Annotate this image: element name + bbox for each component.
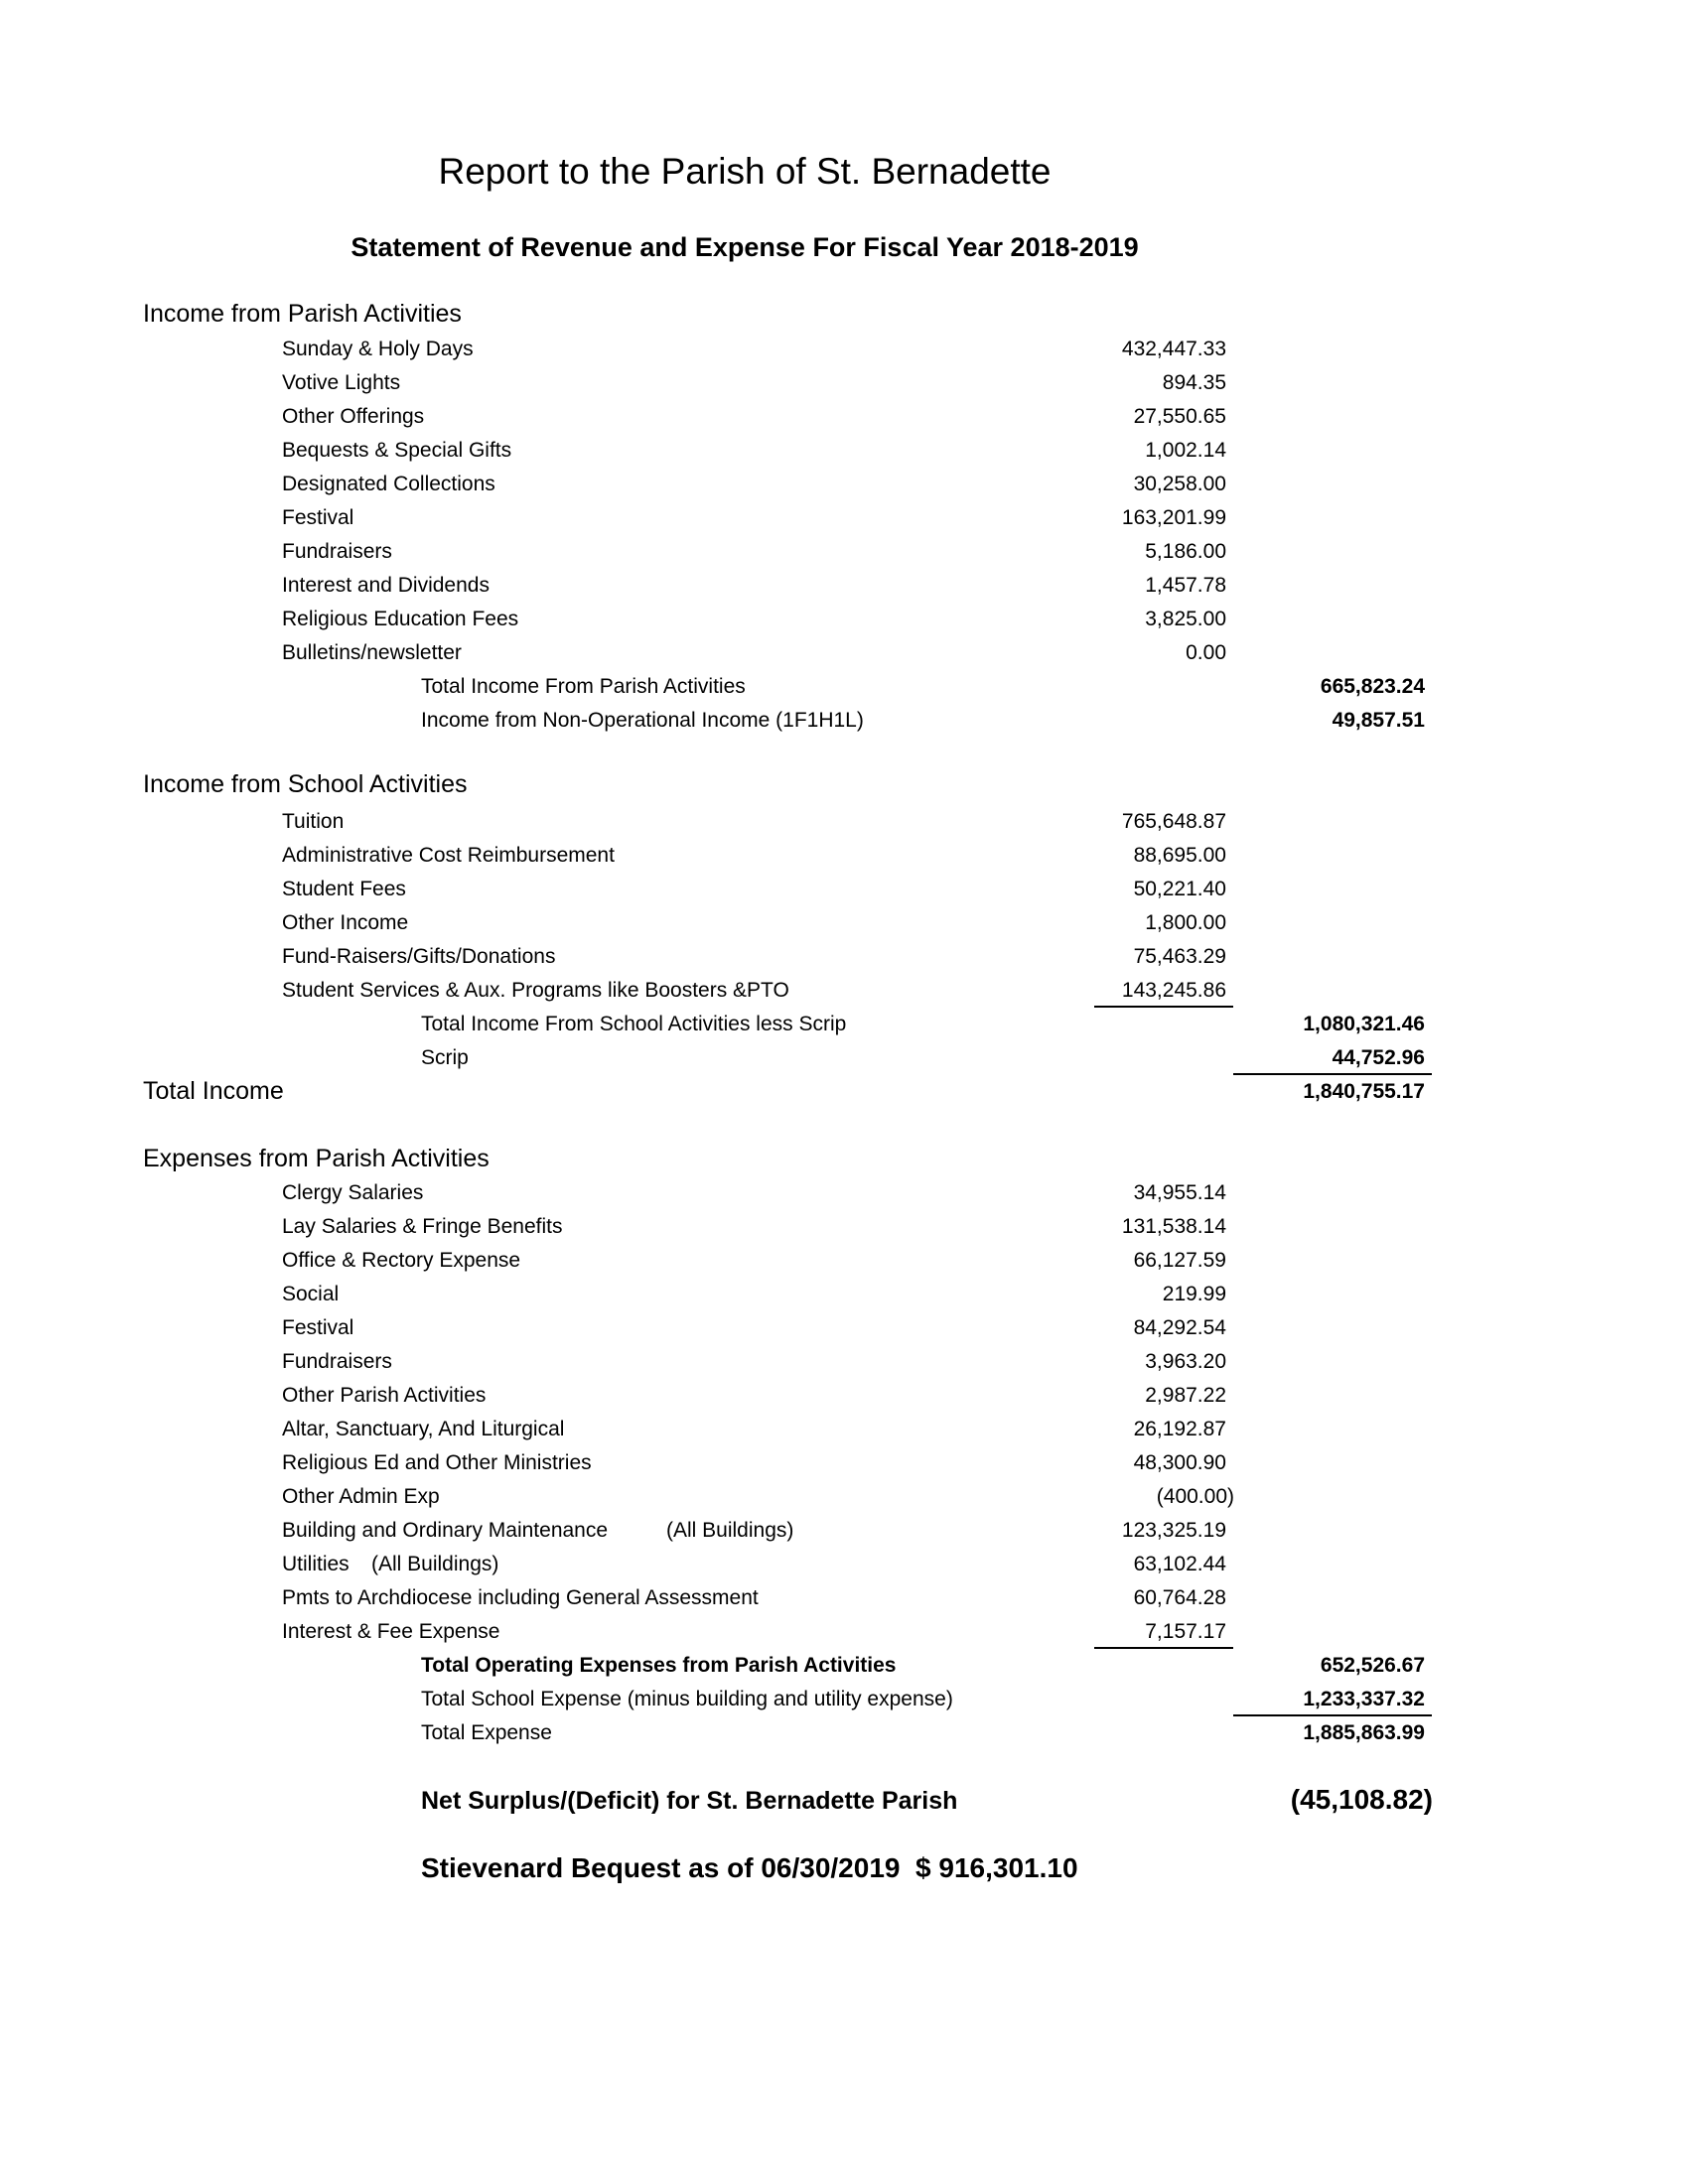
parish-expense-amount: 2,987.22 [1145,1384,1226,1407]
school-income-label: Student Services & Aux. Programs like Boosters &PTO [282,979,789,1002]
parish-income-label: Other Offerings [282,405,425,428]
parish-expense-label: Festival [282,1316,354,1339]
expense-total-rule [1233,1714,1432,1716]
parish-expense-label: Fundraisers [282,1350,392,1373]
scrip-amount: 44,752.96 [1332,1046,1425,1069]
parish-income-amount: 1,002.14 [1145,439,1226,462]
school-income-amount: 1,800.00 [1145,911,1226,934]
parish-income-amount: 163,201.99 [1121,506,1226,529]
scrip-label: Scrip [421,1046,469,1069]
school-income-label: Administrative Cost Reimbursement [282,844,615,867]
parish-expense-label: Pmts to Archdiocese including General Assessment [282,1586,759,1609]
parish-expense-amount: 84,292.54 [1133,1316,1226,1339]
parish-expense-note: (All Buildings) [371,1553,499,1575]
parish-income-label: Religious Education Fees [282,608,519,630]
net-surplus-amount: (45,108.82) [1290,1784,1433,1815]
parish-income-label: Votive Lights [282,371,401,394]
school-income-total-label: Total Income From School Activities less Scrip [421,1013,847,1035]
parish-expense-amount: 3,963.20 [1145,1350,1226,1373]
parish-income-label: Bequests & Special Gifts [282,439,512,462]
total-school-expense-label: Total School Expense (minus building and utility expense) [421,1688,953,1710]
school-income-label: Student Fees [282,878,406,900]
school-income-heading: Income from School Activities [143,770,468,798]
nonop-income-label: Income from Non-Operational Income (1F1H1L) [421,709,864,732]
parish-income-amount: 432,447.33 [1121,338,1226,360]
bequest-label: Stievenard Bequest as of 06/30/2019 [421,1852,901,1883]
parish-expense-label: Lay Salaries & Fringe Benefits [282,1215,563,1238]
total-income-amount: 1,840,755.17 [1303,1080,1425,1103]
bequest-line [421,1852,1078,1884]
parish-expense-label: Other Admin Exp [282,1485,440,1508]
income-total-rule [1233,1073,1432,1075]
parish-expense-label: Building and Ordinary Maintenance [282,1519,609,1542]
parish-income-amount: 1,457.78 [1145,574,1226,597]
parish-income-label: Festival [282,506,354,529]
school-income-amount: 765,648.87 [1121,810,1226,833]
parish-expense-amount: 7,157.17 [1145,1620,1226,1643]
parish-income-heading: Income from Parish Activities [143,300,462,328]
parish-expense-amount: 131,538.14 [1121,1215,1226,1238]
parish-expense-label: Altar, Sanctuary, And Liturgical [282,1418,565,1440]
parish-expense-amount: 219.99 [1162,1283,1226,1305]
school-income-amount: 50,221.40 [1133,878,1226,900]
parish-expense-amount: 26,192.87 [1133,1418,1226,1440]
expense-subtotal-rule [1094,1647,1233,1649]
parish-income-amount: 30,258.00 [1133,473,1226,495]
parish-income-amount: 3,825.00 [1145,608,1226,630]
total-income-label: Total Income [143,1077,284,1105]
parish-expenses-heading: Expenses from Parish Activities [143,1145,490,1172]
parish-expense-label: Office & Rectory Expense [282,1249,521,1272]
parish-expense-label: Social [282,1283,340,1305]
parish-expense-amount: 60,764.28 [1133,1586,1226,1609]
school-income-amount: 75,463.29 [1133,945,1226,968]
school-subtotal-rule [1094,1006,1233,1008]
parish-expense-label: Other Parish Activities [282,1384,487,1407]
parish-expense-amount: 66,127.59 [1133,1249,1226,1272]
parish-income-label: Bulletins/newsletter [282,641,462,664]
parish-income-label: Designated Collections [282,473,495,495]
parish-expense-label: Religious Ed and Other Ministries [282,1451,592,1474]
parish-income-total-label: Total Income From Parish Activities [421,675,746,698]
parish-income-amount: 5,186.00 [1145,540,1226,563]
statement-subtitle: Statement of Revenue and Expense For Fiscal Year 2018-2019 [351,232,1139,262]
school-income-amount: 143,245.86 [1121,979,1226,1002]
total-operating-expenses-amount: 652,526.67 [1320,1654,1425,1677]
parish-income-amount: 27,550.65 [1133,405,1226,428]
parish-expense-label: Clergy Salaries [282,1181,424,1204]
parish-expense-amount: (400.00) [1156,1485,1234,1508]
parish-expense-amount: 63,102.44 [1133,1553,1226,1575]
parish-expense-amount: 123,325.19 [1121,1519,1226,1542]
total-expense-amount: 1,885,863.99 [1303,1721,1425,1744]
parish-expense-note: (All Buildings) [666,1519,794,1542]
parish-income-label: Fundraisers [282,540,392,563]
school-income-amount: 88,695.00 [1133,844,1226,867]
nonop-income-amount: 49,857.51 [1332,709,1425,732]
parish-income-amount: 894.35 [1162,371,1226,394]
parish-income-label: Sunday & Holy Days [282,338,474,360]
school-income-label: Fund-Raisers/Gifts/Donations [282,945,556,968]
parish-expense-amount: 48,300.90 [1133,1451,1226,1474]
school-income-label: Tuition [282,810,345,833]
parish-income-amount: 0.00 [1186,641,1226,664]
bequest-amount: $ 916,301.10 [915,1852,1078,1883]
total-expense-label: Total Expense [421,1721,552,1744]
parish-expense-label: Interest & Fee Expense [282,1620,500,1643]
total-school-expense-amount: 1,233,337.32 [1303,1688,1425,1710]
net-surplus-label: Net Surplus/(Deficit) for St. Bernadette Parish [421,1787,958,1815]
parish-income-total-amount: 665,823.24 [1320,675,1425,698]
parish-income-label: Interest and Dividends [282,574,490,597]
report-title: Report to the Parish of St. Bernadette [438,151,1052,192]
parish-expense-amount: 34,955.14 [1133,1181,1226,1204]
parish-expense-label: Utilities [282,1553,350,1575]
school-income-label: Other Income [282,911,409,934]
school-income-total-amount: 1,080,321.46 [1303,1013,1425,1035]
total-operating-expenses-label: Total Operating Expenses from Parish Activities [421,1654,897,1677]
